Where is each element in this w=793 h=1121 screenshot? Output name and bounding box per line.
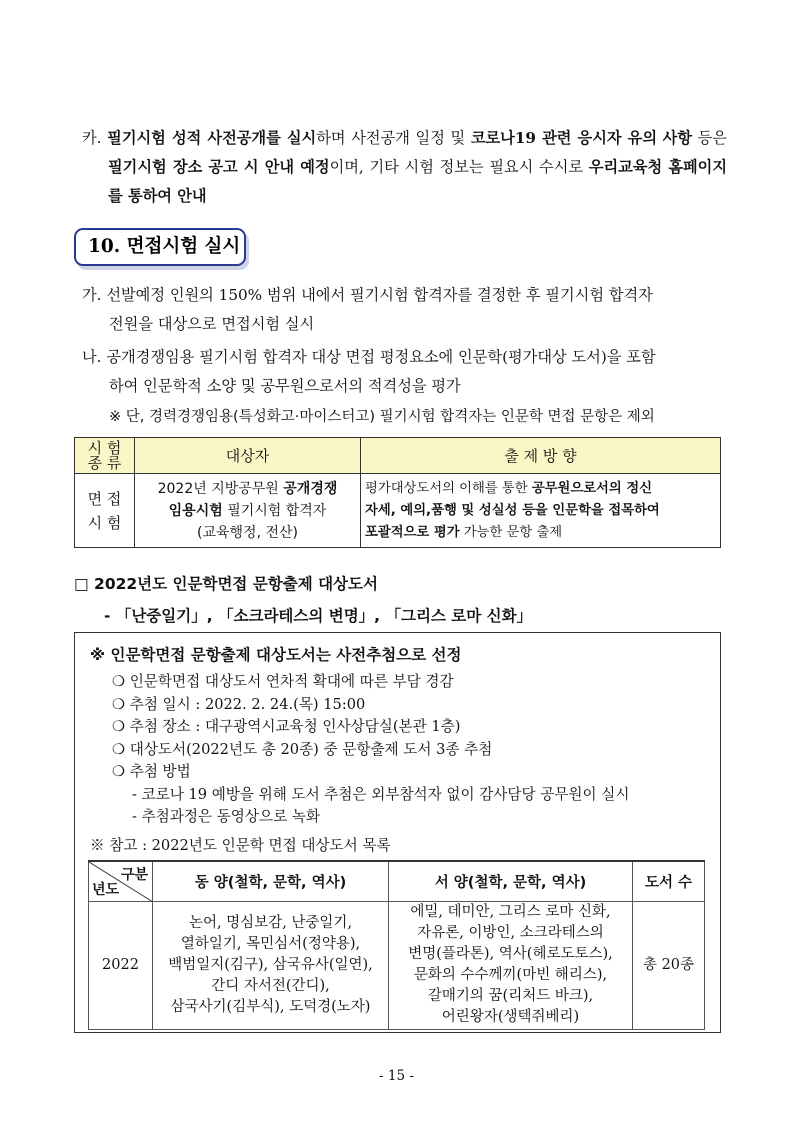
cell-east-books: 논어, 명심보감, 난중일기, 열하일기, 목민심서(정약용), 백범일지(김구), 삼국유사(일연), 간디 자서전(간디), 삼국사기(김부식), 도덕경(노자) [153, 901, 389, 1029]
lottery-title: ※ 인문학면접 문항출제 대상도서는 사전추첨으로 선정 [90, 646, 462, 664]
item-na-line2: 하여 인문학적 소양 및 공무원으로서의 적격성을 평가 [109, 377, 461, 395]
header-count: 도서 수 [633, 861, 705, 901]
item-na-line1: 나. 공개경쟁임용 필기시험 합격자 대상 면접 평정요소에 인문학(평가대상 도서)을 포함 [82, 348, 656, 366]
table-row [75, 474, 721, 548]
list-item: ❍ 추첨 방법 [112, 763, 191, 780]
header-west: 서 양(철학, 문학, 역사) [389, 861, 633, 901]
sub-item: - 코로나 19 예방을 위해 도서 추첨은 외부참석자 없이 감사담당 공무원이 실시 [132, 785, 630, 803]
item-ga-line2: 전원을 대상으로 면접시험 실시 [109, 315, 315, 333]
header-target: 대상자 [135, 438, 361, 474]
header-direction: 출 제 방 향 [361, 438, 721, 474]
cell-count: 총 20종 [633, 901, 705, 1029]
list-item: ❍ 대상도서(2022년도 총 20종) 중 문항출제 도서 3종 추첨 [112, 740, 493, 758]
exclusion-note: ※ 단, 경력경쟁임용(특성화고·마이스터고) 필기시험 합격자는 인문학 면접 문항은 제외 [109, 409, 655, 425]
cell-target: 2022년 지방공무원 공개경쟁 임용시험 필기시험 합격자 (교육행정, 전산) [135, 474, 361, 548]
table-row [89, 901, 705, 1029]
item-ga-line1: 가. 선발예정 인원의 150% 범위 내에서 필기시험 합격자를 결정한 후 필기시험 합격자 [82, 286, 653, 304]
cell-year: 2022 [89, 901, 153, 1029]
lottery-items [112, 671, 629, 829]
books-heading: □ 2022년도 인문학면접 문항출제 대상도서 [74, 575, 378, 593]
reference-note: ※ 참고 : 2022년도 인문학 면접 대상도서 목록 [90, 837, 391, 854]
paragraph-ka: 카. 필기시험 성적 사전공개를 실시하며 사전공개 일정 및 코로나19 관련 응시자 유의 사항 등은 필기시험 장소 공고 시 안내 예정이며, 기타 시험 정보는 필요시 수시로 우리교육청 홈페이지를 통하여 안내 [82, 129, 728, 205]
marker: 카. [82, 129, 102, 147]
cell-west-books: 에밀, 데미안, 그리스 로마 신화, 자유론, 이방인, 소크라테스의 변명(플라톤), 역사(헤로도토스), 문화의 수수께끼(마빈 해리스), 갈매기의 꿈(리처드 바크), 어린왕자(생텍쥐베리) [389, 901, 633, 1029]
table-header-row [89, 861, 705, 901]
cell-direction: 평가대상도서의 이해를 통한 공무원으로서의 정신 자세, 예의,품행 및 성실성 등을 인문학을 접목하여 포괄적으로 평가 가능한 문항 출제 [361, 474, 721, 548]
header-exam-type: 시 험 종 류 [75, 438, 135, 474]
header-east: 동 양(철학, 문학, 역사) [153, 861, 389, 901]
sub-item: - 추첨과정은 동영상으로 녹화 [132, 808, 321, 825]
exam-table [74, 437, 721, 548]
list-item: ❍ 추첨 장소 : 대구광역시교육청 인사상담실(본관 1층) [112, 718, 461, 735]
cell-exam-type: 면 접 시 험 [75, 474, 135, 548]
book-list-table [88, 860, 705, 1030]
books-list: - 「난중일기」, 「소크라테스의 변명」, 「그리스 로마 신화」 [104, 607, 533, 625]
list-item: ❍ 추첨 일시 : 2022. 2. 24.(목) 15:00 [112, 695, 366, 713]
table-header-row [75, 438, 721, 474]
list-item: ❍ 인문학면접 대상도서 연차적 확대에 따른 부담 경감 [112, 673, 454, 690]
page-number: - 15 - [379, 1068, 414, 1084]
header-corner: 구분 년도 [89, 861, 153, 901]
section-title: 10. 면접시험 실시 [74, 228, 246, 266]
